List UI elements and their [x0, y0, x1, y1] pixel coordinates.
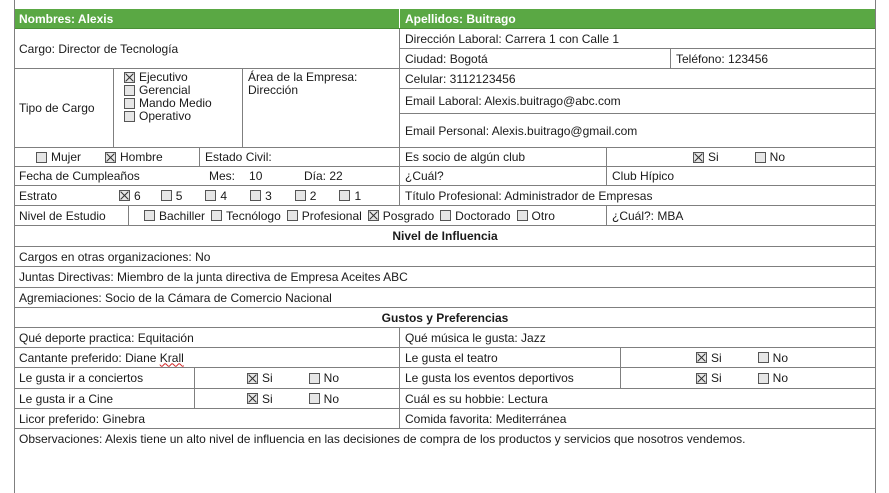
estrato-options	[113, 186, 399, 205]
cargo-row	[14, 29, 876, 69]
estrato-4-label: 4	[220, 188, 228, 203]
club-nombre: Club Hípico	[606, 167, 876, 185]
cumple-mes	[204, 167, 299, 185]
estrato-3-label: 3	[265, 188, 272, 203]
ejecutivo-label: Ejecutivo	[139, 70, 188, 84]
club-no-label: No	[769, 150, 786, 164]
conciertos-no-checkbox[interactable]	[309, 373, 320, 384]
doctorado-label: Doctorado	[455, 208, 511, 223]
top-right-rule	[875, 0, 876, 9]
estrato-2-option[interactable]	[295, 189, 317, 203]
juntas-field: Juntas Directivas: Miembro de la junta directiva de Empresa Aceites ABC	[19, 270, 408, 284]
genero-row	[14, 148, 876, 167]
estrato-6-checkbox[interactable]	[119, 190, 130, 201]
profesional-checkbox[interactable]	[287, 210, 298, 221]
bachiller-checkbox[interactable]	[144, 210, 155, 221]
musica-field: Qué música le gusta: Jazz	[399, 328, 876, 347]
profesional-label: Profesional	[301, 208, 362, 223]
hombre-checkbox[interactable]	[105, 152, 116, 163]
tipo-cargo-row	[14, 69, 876, 148]
estrato-6-label: 6	[134, 188, 141, 203]
estudio-label: Nivel de Estudio	[19, 208, 106, 223]
posgrado-option[interactable]	[368, 209, 434, 223]
estrato-2-checkbox[interactable]	[295, 190, 306, 201]
influencia-title: Nivel de Influencia	[392, 229, 498, 243]
mujer-checkbox[interactable]	[36, 152, 47, 163]
eventos-options	[620, 368, 876, 388]
email-personal-field: Email Personal: Alexis.buitrago@gmail.com	[399, 114, 876, 147]
teatro-no-checkbox[interactable]	[758, 352, 769, 363]
tecnologo-option[interactable]	[211, 209, 281, 223]
conciertos-no-option[interactable]	[309, 371, 339, 385]
cine-no-checkbox[interactable]	[309, 393, 320, 404]
estado-civil-field: Estado Civil:	[199, 148, 399, 166]
bachiller-label: Bachiller	[159, 208, 206, 223]
cine-no-label: No	[323, 391, 340, 406]
cantante-field	[14, 348, 399, 367]
cantante-row	[14, 348, 876, 368]
top-left-rule	[14, 0, 15, 9]
otro-label: Otro	[531, 208, 555, 223]
apellidos-header: Apellidos: Buitrago	[399, 9, 876, 28]
cine-no-option[interactable]	[309, 392, 339, 406]
cumple-dia: Día: 22	[304, 169, 343, 183]
estrato-label: Estrato	[19, 188, 58, 203]
eventos-label: Le gusta los eventos deportivos	[399, 368, 620, 388]
hombre-option[interactable]	[105, 150, 163, 164]
observaciones-row	[14, 429, 876, 493]
tipo-option-operativo[interactable]	[124, 110, 191, 123]
eventos-si-label: Si	[711, 371, 722, 385]
hobbie-field: Cuál es su hobbie: Lectura	[399, 389, 876, 408]
agremiaciones-row	[14, 288, 876, 308]
club-no-option[interactable]	[755, 150, 785, 164]
genero-options	[14, 148, 199, 166]
estrato-1-checkbox[interactable]	[339, 190, 350, 201]
estrato-5-option[interactable]	[161, 189, 183, 203]
deporte-field: Qué deporte practica: Equitación	[19, 330, 194, 345]
cargo-field: Cargo: Director de Tecnología	[19, 41, 179, 56]
posgrado-checkbox[interactable]	[368, 210, 379, 221]
header-row	[14, 9, 876, 29]
conciertos-si-label: Si	[262, 371, 273, 385]
doctorado-checkbox[interactable]	[440, 210, 451, 221]
estrato-3-checkbox[interactable]	[250, 190, 261, 201]
cargos-otras-field: Cargos en otras organizaciones: No	[19, 249, 211, 264]
tecnologo-label: Tecnólogo	[226, 208, 281, 223]
estrato-5-checkbox[interactable]	[161, 190, 172, 201]
direccion-field: Dirección Laboral: Carrera 1 con Calle 1	[399, 29, 876, 49]
tipo-cargo-label: Tipo de Cargo	[19, 101, 95, 115]
conciertos-si-option[interactable]	[247, 371, 273, 385]
mujer-option[interactable]	[36, 150, 81, 164]
mes-label: Mes:	[209, 169, 236, 183]
gustos-title: Gustos y Preferencias	[381, 310, 509, 325]
teatro-options	[620, 348, 876, 367]
gerencial-label: Gerencial	[139, 83, 191, 97]
conciertos-label: Le gusta ir a conciertos	[19, 371, 144, 385]
eventos-no-checkbox[interactable]	[758, 373, 769, 384]
cine-row	[14, 389, 876, 409]
estrato-1-option[interactable]	[339, 189, 361, 203]
cine-si-checkbox[interactable]	[247, 393, 258, 404]
eventos-si-option[interactable]	[696, 371, 722, 385]
cine-si-label: Si	[262, 391, 273, 406]
estrato-5-label: 5	[175, 188, 183, 203]
cantante-prefix: Cantante preferido: Diane	[19, 350, 160, 365]
estrato-6-option[interactable]	[119, 189, 141, 203]
ejecutivo-checkbox[interactable]	[124, 72, 135, 83]
club-si-label: Si	[708, 150, 719, 164]
doctorado-option[interactable]	[440, 209, 510, 223]
estrato-2-label: 2	[309, 188, 317, 203]
teatro-si-label: Si	[711, 350, 722, 365]
estrato-4-option[interactable]	[205, 189, 227, 203]
tecnologo-checkbox[interactable]	[211, 210, 222, 221]
deporte-row	[14, 328, 876, 348]
otro-checkbox[interactable]	[517, 210, 528, 221]
cantante-last-name: Krall	[159, 350, 184, 365]
club-cual-label: ¿Cuál?	[399, 167, 606, 185]
cumple-label: Fecha de Cumpleaños	[19, 169, 140, 183]
teatro-no-label: No	[772, 350, 789, 365]
cumple-row	[14, 167, 876, 186]
hombre-label: Hombre	[120, 150, 163, 164]
conciertos-options	[194, 368, 399, 388]
eventos-no-option[interactable]	[758, 371, 788, 385]
influencia-section-row	[14, 226, 876, 247]
club-si-checkbox[interactable]	[693, 152, 704, 163]
club-no-checkbox[interactable]	[755, 152, 766, 163]
eventos-no-label: No	[772, 371, 789, 385]
mando-medio-checkbox[interactable]	[124, 98, 135, 109]
client-profile-form	[14, 0, 876, 493]
cine-label: Le gusta ir a Cine	[19, 391, 114, 406]
gustos-section-row	[14, 308, 876, 328]
teatro-no-option[interactable]	[758, 351, 788, 365]
club-question: Es socio de algún club	[399, 148, 606, 166]
operativo-label: Operativo	[139, 109, 192, 123]
estrato-1-label: 1	[354, 188, 362, 203]
estrato-3-option[interactable]	[250, 189, 272, 203]
comida-field: Comida favorita: Mediterránea	[399, 409, 876, 428]
conciertos-si-checkbox[interactable]	[247, 373, 258, 384]
email-laboral-field: Email Laboral: Alexis.buitrago@abc.com	[399, 89, 876, 114]
mujer-label: Mujer	[51, 150, 82, 164]
area-empresa-field: Área de la Empresa: Dirección	[242, 69, 399, 147]
posgrado-label: Posgrado	[382, 208, 435, 223]
conciertos-row	[14, 368, 876, 389]
celular-field: Celular: 3112123456	[399, 69, 876, 89]
estudio-row	[14, 206, 876, 226]
licor-field: Licor preferido: Ginebra	[19, 411, 146, 426]
otro-option[interactable]	[517, 209, 555, 223]
licor-row	[14, 409, 876, 429]
bachiller-option[interactable]	[144, 209, 205, 223]
estrato-4-checkbox[interactable]	[205, 190, 216, 201]
mando-medio-label: Mando Medio	[139, 96, 212, 110]
observaciones-field: Observaciones: Alexis tiene un alto nivel de influencia en las decisiones de compra de los productos y servicios que nosotros vendemos.	[19, 432, 746, 446]
teatro-si-option[interactable]	[696, 351, 722, 365]
gerencial-checkbox[interactable]	[124, 85, 135, 96]
estrato-row	[14, 186, 876, 206]
club-si-option[interactable]	[693, 150, 719, 164]
titulo-field: Título Profesional: Administrador de Empresas	[399, 186, 876, 205]
estudio-cual: ¿Cuál?: MBA	[606, 206, 876, 225]
estudio-options	[128, 206, 606, 225]
operativo-checkbox[interactable]	[124, 111, 135, 122]
tipo-cargo-options	[113, 69, 242, 147]
teatro-si-checkbox[interactable]	[696, 352, 707, 363]
teatro-label: Le gusta el teatro	[399, 348, 620, 367]
profesional-option[interactable]	[287, 209, 362, 223]
ciudad-field: Ciudad: Bogotá	[399, 49, 670, 68]
mes-value: 10	[249, 169, 263, 183]
cargos-row	[14, 247, 876, 267]
conciertos-no-label: No	[323, 371, 340, 385]
eventos-si-checkbox[interactable]	[696, 373, 707, 384]
agremiaciones-field: Agremiaciones: Socio de la Cámara de Comercio Nacional	[19, 290, 332, 305]
cine-si-option[interactable]	[247, 392, 273, 406]
cine-options	[194, 389, 399, 408]
nombres-header: Nombres: Alexis	[19, 11, 114, 26]
juntas-row	[14, 267, 876, 288]
club-options	[606, 148, 876, 166]
telefono-field: Teléfono: 123456	[670, 49, 876, 68]
